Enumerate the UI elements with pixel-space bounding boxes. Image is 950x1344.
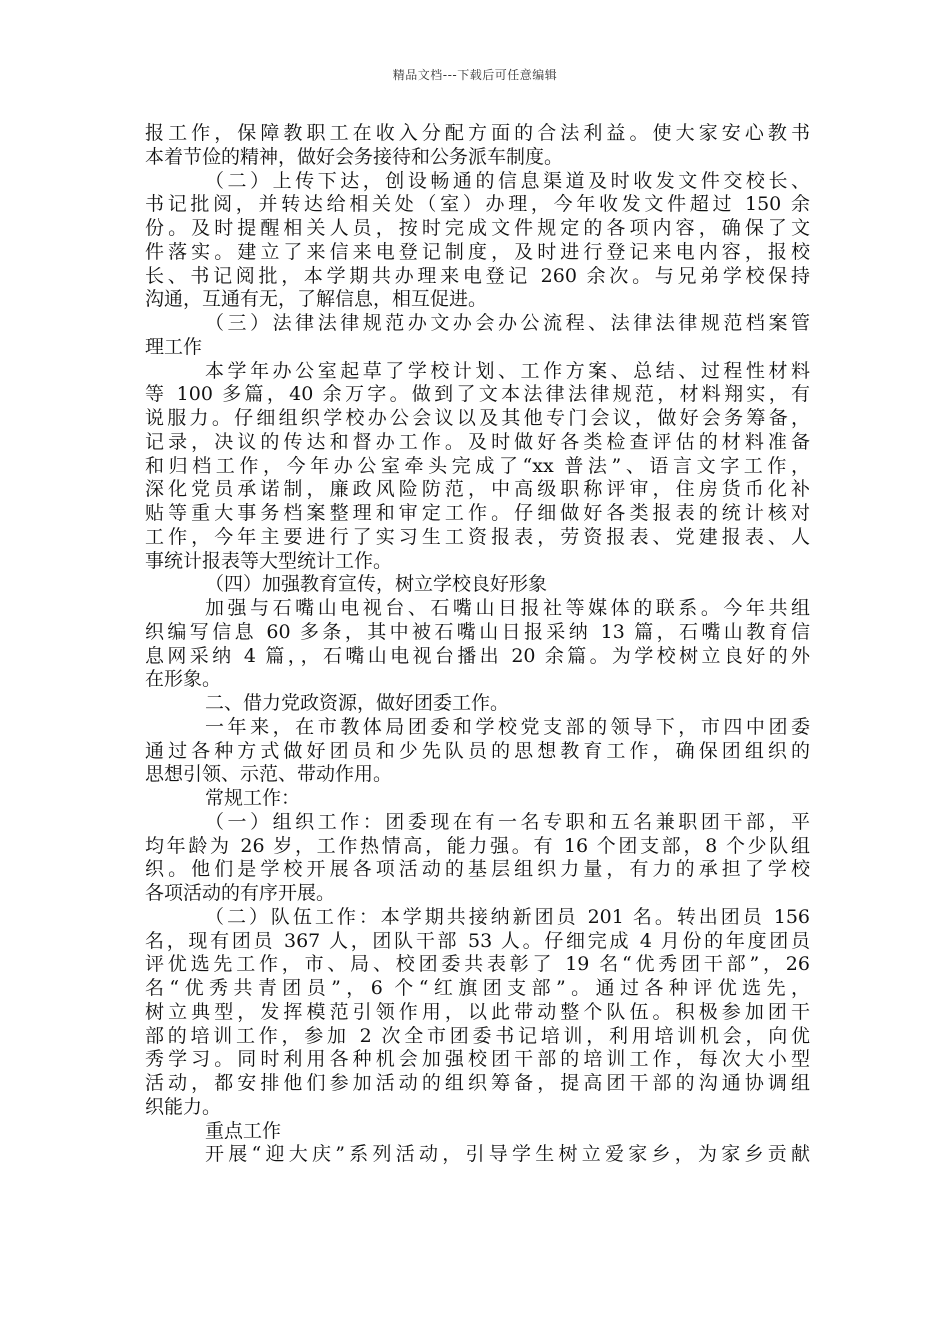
text-line: 本着节俭的精神，做好会务接待和公务派车制度。: [145, 145, 564, 168]
text-line: 份。及时提醒相关人员，按时完成文件规定的各项内容，确保了文: [145, 217, 810, 239]
text-line: 件落实。建立了来信来电登记制度，及时进行登记来电内容，报校: [145, 240, 810, 263]
section-heading: 重点工作: [205, 1119, 282, 1142]
text-line: 贴等重大事务档案整理和审定工作。仔细做好各类报表的统计核对: [145, 502, 810, 524]
text-line: 报工作，保障教职工在收入分配方面的合法利益。使大家安心教书: [145, 122, 810, 144]
text-line: 秀学习。同时利用各种机会加强校团干部的培训工作，每次大小型: [145, 1048, 810, 1071]
text-line: 织。他们是学校开展各项活动的基层组织力量，有力的承担了学校: [145, 858, 810, 881]
text-line: 树立典型，发挥模范引领作用，以此带动整个队伍。积极参加团干: [145, 1000, 810, 1023]
text-line: 均年龄为 26 岁，工作热情高，能力强。有 16 个团支部，8 个少队组: [145, 834, 810, 857]
text-line: 沟通，互通有无，了解信息，相互促进。: [145, 288, 488, 311]
text-line: 息网采纳 4 篇，，石嘴山电视台播出 20 余篇。为学校树立良好的外: [145, 644, 810, 667]
text-line: 各项活动的有序开展。: [145, 882, 336, 904]
text-line: 部的培训工作，参加 2 次全市团委书记培训，利用培训机会，向优: [145, 1024, 810, 1047]
paragraph-start: 本学年办公室起草了学校计划、工作方案、总结、过程性材料: [205, 359, 810, 382]
section-heading: （四）加强教育宣传，树立学校良好形象: [205, 573, 548, 596]
text-line: 说服力。仔细组织学校办公会议以及其他专门会议，做好会务筹备，: [145, 407, 810, 429]
text-line: 深化党员承诺制，廉政风险防范，中高级职称评审，住房货币化补: [145, 478, 810, 501]
paragraph-start: （一）组织工作：团委现在有一名专职和五名兼职团干部，平: [205, 810, 810, 833]
section-heading: 常规工作：: [205, 787, 301, 809]
text-line: 书记批阅，并转达给相关处（室）办理，今年收发文件超过 150 余: [145, 193, 810, 216]
paragraph-start: 开展“迎大庆”系列活动，引导学生树立爱家乡，为家乡贡献: [205, 1143, 810, 1166]
page-header: 精品文档---下载后可任意编辑: [392, 68, 558, 82]
text-line: 评优选先工作，市、局、校团委共表彰了 19 名“优秀团干部”，26: [145, 953, 810, 976]
paragraph-start: （二）队伍工作：本学期共接纳新团员 201 名。转出团员 156: [205, 905, 810, 928]
document-body: [145, 122, 810, 1167]
text-line: 思想引领、示范、带动作用。: [145, 763, 393, 786]
text-line: 长、书记阅批，本学期共办理来电登记 260 余次。与兄弟学校保持: [145, 264, 810, 287]
paragraph-start: 加强与石嘴山电视台、石嘴山日报社等媒体的联系。今年共组: [205, 597, 810, 619]
text-line: 等 100 多篇，40 余万字。做到了文本法律法律规范，材料翔实，有: [145, 383, 810, 406]
section-heading: （三）法律法律规范办文办会办公流程、法律法律规范档案管: [205, 312, 810, 334]
text-line: 事统计报表等大型统计工作。: [145, 549, 393, 572]
text-line: 通过各种方式做好团员和少先队员的思想教育工作，确保团组织的: [145, 739, 810, 762]
text-line: 名，现有团员 367 人，团队干部 53 人。仔细完成 4 月份的年度团员: [145, 929, 810, 952]
paragraph-start: 一年来，在市教体局团委和学校党支部的领导下，市四中团委: [205, 715, 810, 738]
text-line: 名“优秀共青团员”，6 个“红旗团支部”。通过各种评优选先，: [145, 977, 810, 999]
text-line: 织编写信息 60 多条，其中被石嘴山日报采纳 13 篇，石嘴山教育信: [145, 620, 810, 643]
section-heading: （二）上传下达，创设畅通的信息渠道及时收发文件交校长、: [205, 169, 810, 192]
text-line: 在形象。: [145, 668, 222, 691]
text-line: 记录，决议的传达和督办工作。及时做好各类检查评估的材料准备: [145, 430, 810, 453]
text-line: 理工作: [145, 335, 203, 358]
text-line: 活动，都安排他们参加活动的组织筹备，提高团干部的沟通协调组: [145, 1072, 810, 1094]
text-line: 和归档工作，今年办公室牵头完成了“xx 普法”、语言文字工作，: [145, 454, 810, 477]
text-line: 织能力。: [145, 1095, 222, 1118]
text-line: 工作，今年主要进行了实习生工资报表，劳资报表、党建报表、人: [145, 525, 810, 548]
section-heading: 二、借力党政资源，做好团委工作。: [205, 692, 510, 714]
